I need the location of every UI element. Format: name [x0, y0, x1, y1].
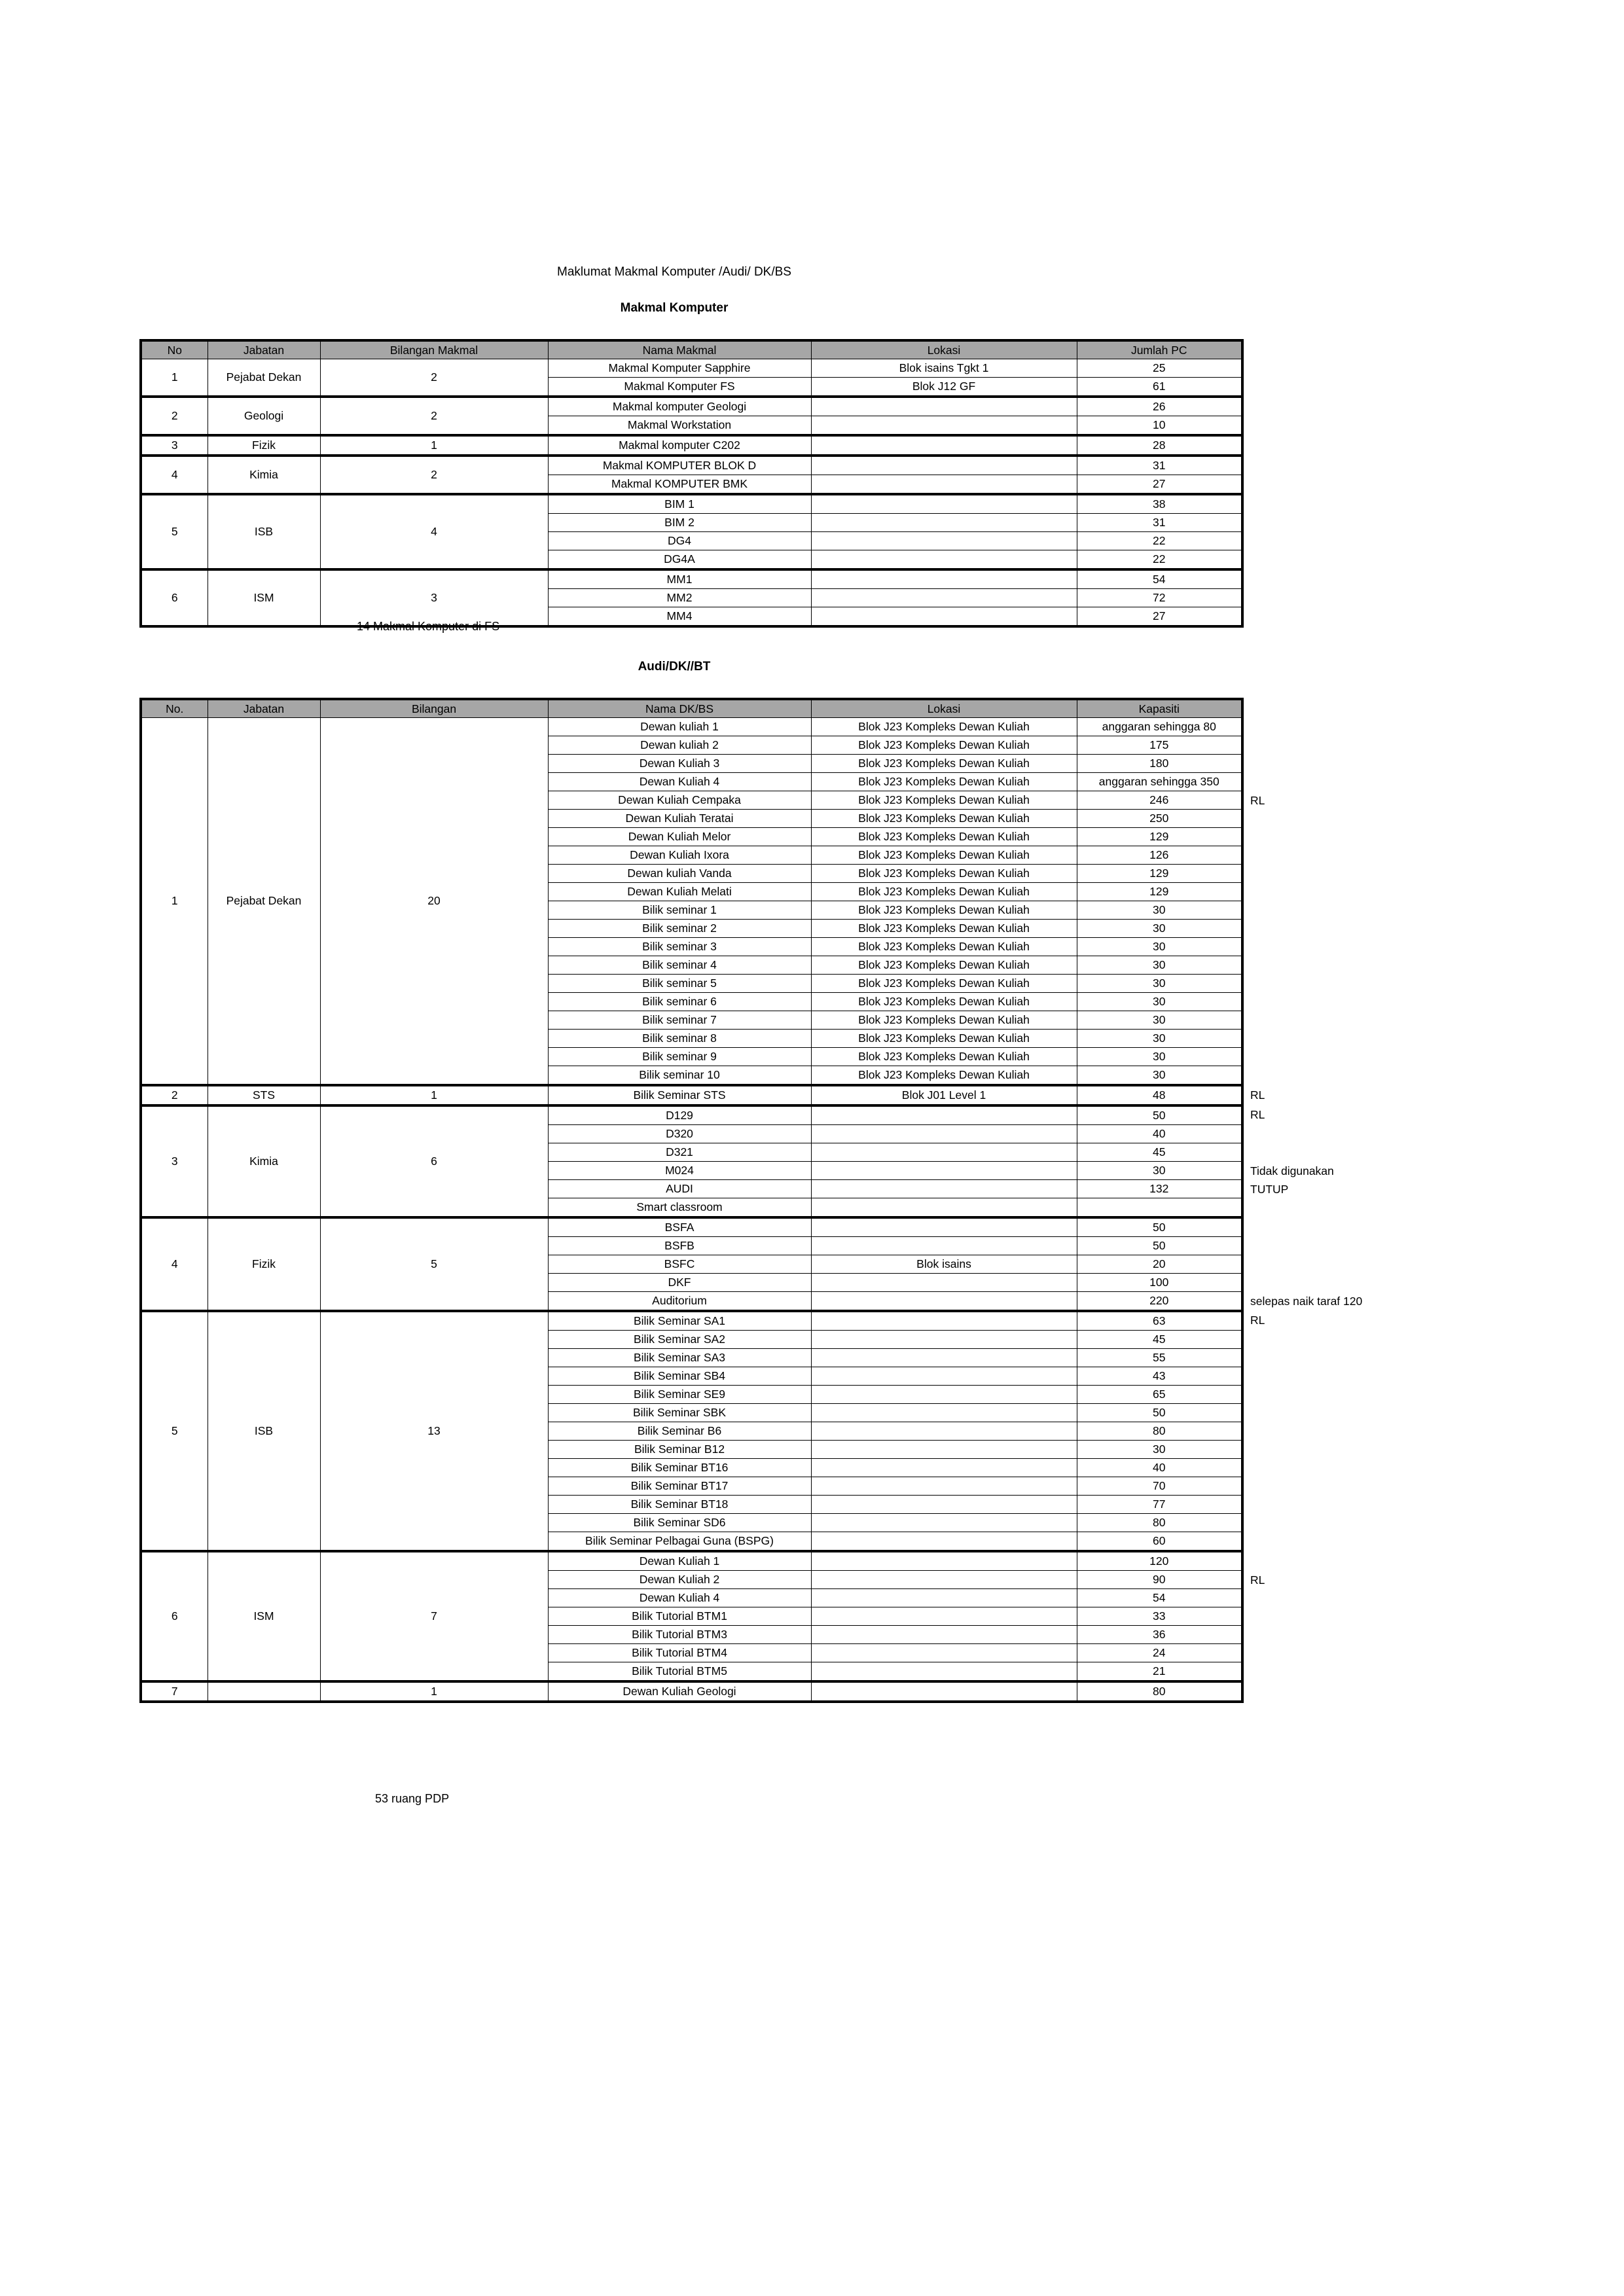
cell-no: 7	[141, 1681, 208, 1702]
cell-nilai: 30	[1077, 956, 1242, 975]
cell-lokasi: Blok J23 Kompleks Dewan Kuliah	[811, 901, 1077, 920]
cell-nama: Dewan Kuliah 1	[548, 1551, 811, 1571]
cell-no: 1	[141, 359, 208, 397]
cell-nilai: 24	[1077, 1644, 1242, 1662]
cell-nilai: 31	[1077, 514, 1242, 532]
cell-lokasi	[811, 1607, 1077, 1626]
cell-lokasi	[811, 550, 1077, 570]
cell-bilangan: 2	[320, 359, 548, 397]
cell-nama: M024	[548, 1162, 811, 1180]
cell-nama: Bilik seminar 3	[548, 938, 811, 956]
cell-nama: Bilik Seminar SA1	[548, 1311, 811, 1331]
cell-nilai: 63	[1077, 1311, 1242, 1331]
makmal-table-header	[141, 340, 1242, 359]
cell-lokasi: Blok J23 Kompleks Dewan Kuliah	[811, 993, 1077, 1011]
cell-nama: Bilik Tutorial BTM3	[548, 1626, 811, 1644]
cell-nilai: 50	[1077, 1217, 1242, 1237]
cell-lokasi: Blok J23 Kompleks Dewan Kuliah	[811, 718, 1077, 736]
row-remark: Tidak digunakan	[1250, 1164, 1334, 1177]
makmal-table	[139, 339, 1244, 628]
cell-bilangan: 13	[320, 1311, 548, 1551]
cell-lokasi	[811, 1237, 1077, 1255]
cell-jabatan	[208, 1681, 320, 1702]
cell-jabatan: Fizik	[208, 435, 320, 456]
cell-bilangan: 1	[320, 435, 548, 456]
cell-nama: D320	[548, 1125, 811, 1143]
cell-nilai: 30	[1077, 1162, 1242, 1180]
cell-lokasi	[811, 1514, 1077, 1532]
table-row	[141, 1551, 1242, 1571]
cell-nama: Dewan Kuliah 3	[548, 755, 811, 773]
cell-nilai: 175	[1077, 736, 1242, 755]
cell-lokasi: Blok J23 Kompleks Dewan Kuliah	[811, 1066, 1077, 1086]
row-remark: RL	[1250, 793, 1265, 807]
cell-nama: Bilik Tutorial BTM5	[548, 1662, 811, 1682]
cell-lokasi	[811, 1626, 1077, 1644]
table-row	[141, 569, 1242, 589]
row-remark: RL	[1250, 1088, 1265, 1102]
cell-lokasi: Blok J23 Kompleks Dewan Kuliah	[811, 1048, 1077, 1066]
cell-no: 3	[141, 1105, 208, 1217]
cell-nama: Dewan Kuliah Ixora	[548, 846, 811, 865]
cell-lokasi	[811, 1217, 1077, 1237]
cell-nama: DKF	[548, 1274, 811, 1292]
cell-lokasi	[811, 1125, 1077, 1143]
cell-nama: Dewan Kuliah 2	[548, 1571, 811, 1589]
makmal-section-title: Makmal Komputer	[620, 301, 729, 315]
row-remark: selepas naik taraf 120	[1250, 1294, 1363, 1308]
cell-jabatan: Geologi	[208, 397, 320, 435]
cell-lokasi	[811, 1180, 1077, 1198]
cell-nama: Makmal KOMPUTER BLOK D	[548, 456, 811, 475]
cell-nilai: 77	[1077, 1496, 1242, 1514]
cell-nama: DG4	[548, 532, 811, 550]
cell-nama: Bilik Seminar SA2	[548, 1331, 811, 1349]
row-remark: RL	[1250, 1108, 1265, 1121]
cell-lokasi: Blok J23 Kompleks Dewan Kuliah	[811, 975, 1077, 993]
cell-nilai: 80	[1077, 1422, 1242, 1441]
header-kapasiti: Kapasiti	[1077, 699, 1242, 718]
cell-nilai: 55	[1077, 1349, 1242, 1367]
table-row	[141, 397, 1242, 416]
cell-nama: Bilik Seminar BT18	[548, 1496, 811, 1514]
cell-nilai: 54	[1077, 1589, 1242, 1607]
row-remark: RL	[1250, 1573, 1265, 1587]
cell-nama: Bilik seminar 5	[548, 975, 811, 993]
table-row	[141, 718, 1242, 736]
cell-lokasi: Blok J23 Kompleks Dewan Kuliah	[811, 773, 1077, 791]
cell-nama: Bilik Seminar Pelbagai Guna (BSPG)	[548, 1532, 811, 1552]
cell-nilai: anggaran sehingga 80	[1077, 718, 1242, 736]
cell-bilangan: 2	[320, 397, 548, 435]
cell-nilai: 22	[1077, 550, 1242, 570]
cell-nama: Dewan Kuliah Geologi	[548, 1681, 811, 1702]
cell-bilangan: 2	[320, 456, 548, 494]
cell-jabatan: Kimia	[208, 1105, 320, 1217]
audi-section-title: Audi/DK//BT	[638, 660, 711, 673]
header-nama: Nama Makmal	[548, 340, 811, 359]
cell-nama: Bilik Seminar SA3	[548, 1349, 811, 1367]
cell-nama: Bilik Seminar B12	[548, 1441, 811, 1459]
cell-nilai: 26	[1077, 397, 1242, 416]
cell-lokasi	[811, 1105, 1077, 1125]
cell-lokasi	[811, 1441, 1077, 1459]
cell-nama: BSFC	[548, 1255, 811, 1274]
cell-nilai: 10	[1077, 416, 1242, 436]
cell-nilai: 246	[1077, 791, 1242, 810]
cell-nilai: 50	[1077, 1237, 1242, 1255]
cell-nilai: 40	[1077, 1459, 1242, 1477]
cell-lokasi	[811, 1662, 1077, 1682]
cell-jabatan: Fizik	[208, 1217, 320, 1311]
cell-nama: D129	[548, 1105, 811, 1125]
cell-nilai: 61	[1077, 378, 1242, 397]
audi-table-body	[141, 718, 1242, 1702]
header-lokasi: Lokasi	[811, 699, 1077, 718]
cell-lokasi	[811, 1644, 1077, 1662]
cell-nama: Dewan kuliah 2	[548, 736, 811, 755]
cell-no: 1	[141, 718, 208, 1086]
cell-lokasi: Blok J01 Level 1	[811, 1085, 1077, 1105]
cell-nilai: 50	[1077, 1105, 1242, 1125]
cell-lokasi	[811, 1311, 1077, 1331]
cell-no: 6	[141, 1551, 208, 1681]
cell-nilai: 126	[1077, 846, 1242, 865]
cell-lokasi: Blok J23 Kompleks Dewan Kuliah	[811, 1011, 1077, 1030]
cell-nilai: 30	[1077, 975, 1242, 993]
cell-lokasi	[811, 1367, 1077, 1386]
row-remark: RL	[1250, 1314, 1265, 1327]
cell-lokasi	[811, 1681, 1077, 1702]
cell-no: 4	[141, 1217, 208, 1311]
cell-lokasi	[811, 589, 1077, 607]
cell-nilai: 30	[1077, 1011, 1242, 1030]
cell-jabatan: Pejabat Dekan	[208, 718, 320, 1086]
cell-lokasi	[811, 1143, 1077, 1162]
cell-nama: Bilik Seminar SB4	[548, 1367, 811, 1386]
cell-nilai: 30	[1077, 1066, 1242, 1086]
cell-nilai: 100	[1077, 1274, 1242, 1292]
cell-lokasi	[811, 1198, 1077, 1218]
audi-table	[139, 698, 1244, 1703]
cell-lokasi	[811, 1589, 1077, 1607]
table-row	[141, 1681, 1242, 1702]
cell-nama: Dewan Kuliah Melor	[548, 828, 811, 846]
cell-lokasi: Blok isains	[811, 1255, 1077, 1274]
cell-lokasi	[811, 1162, 1077, 1180]
cell-nama: MM1	[548, 569, 811, 589]
cell-jabatan: ISM	[208, 569, 320, 626]
cell-nilai: 30	[1077, 1030, 1242, 1048]
header-bilangan: Bilangan Makmal	[320, 340, 548, 359]
cell-lokasi: Blok J23 Kompleks Dewan Kuliah	[811, 920, 1077, 938]
cell-nilai: 65	[1077, 1386, 1242, 1404]
cell-no: 4	[141, 456, 208, 494]
cell-nama: Bilik seminar 4	[548, 956, 811, 975]
cell-lokasi	[811, 416, 1077, 436]
cell-nilai: 220	[1077, 1292, 1242, 1312]
cell-bilangan: 1	[320, 1681, 548, 1702]
cell-nilai: 27	[1077, 475, 1242, 495]
cell-lokasi: Blok J23 Kompleks Dewan Kuliah	[811, 846, 1077, 865]
cell-jabatan: ISB	[208, 494, 320, 569]
table-row	[141, 359, 1242, 378]
cell-lokasi	[811, 1551, 1077, 1571]
table-row	[141, 494, 1242, 514]
header-nama: Nama DK/BS	[548, 699, 811, 718]
table-row	[141, 1085, 1242, 1105]
cell-lokasi	[811, 456, 1077, 475]
cell-nama: Bilik seminar 2	[548, 920, 811, 938]
cell-lokasi	[811, 607, 1077, 627]
cell-nama: Dewan Kuliah Melati	[548, 883, 811, 901]
cell-nilai: 129	[1077, 883, 1242, 901]
cell-nilai: 40	[1077, 1125, 1242, 1143]
cell-lokasi: Blok J23 Kompleks Dewan Kuliah	[811, 736, 1077, 755]
cell-nilai: 129	[1077, 828, 1242, 846]
cell-nama: BIM 2	[548, 514, 811, 532]
cell-nama: MM4	[548, 607, 811, 627]
cell-nilai: 54	[1077, 569, 1242, 589]
cell-nilai: 21	[1077, 1662, 1242, 1682]
cell-nama: Makmal komputer C202	[548, 435, 811, 456]
cell-nama: BSFB	[548, 1237, 811, 1255]
cell-nilai: 70	[1077, 1477, 1242, 1496]
cell-lokasi	[811, 1274, 1077, 1292]
cell-lokasi	[811, 1331, 1077, 1349]
cell-nama: Bilik seminar 1	[548, 901, 811, 920]
cell-lokasi	[811, 1532, 1077, 1552]
cell-nama: Makmal Workstation	[548, 416, 811, 436]
cell-nama: Bilik Tutorial BTM4	[548, 1644, 811, 1662]
cell-lokasi	[811, 1477, 1077, 1496]
cell-lokasi	[811, 1496, 1077, 1514]
cell-nama: Bilik seminar 6	[548, 993, 811, 1011]
cell-bilangan: 6	[320, 1105, 548, 1217]
cell-nama: Bilik Seminar SD6	[548, 1514, 811, 1532]
cell-bilangan: 3	[320, 569, 548, 626]
cell-nama: BSFA	[548, 1217, 811, 1237]
cell-nama: Bilik seminar 9	[548, 1048, 811, 1066]
cell-lokasi: Blok J23 Kompleks Dewan Kuliah	[811, 828, 1077, 846]
cell-lokasi: Blok J23 Kompleks Dewan Kuliah	[811, 938, 1077, 956]
header-lokasi: Lokasi	[811, 340, 1077, 359]
cell-nama: Makmal Komputer FS	[548, 378, 811, 397]
cell-nama: Makmal KOMPUTER BMK	[548, 475, 811, 495]
cell-lokasi	[811, 494, 1077, 514]
cell-nama: Bilik Tutorial BTM1	[548, 1607, 811, 1626]
cell-lokasi: Blok J23 Kompleks Dewan Kuliah	[811, 755, 1077, 773]
cell-nilai: 120	[1077, 1551, 1242, 1571]
cell-jabatan: Pejabat Dekan	[208, 359, 320, 397]
makmal-total-note: 14 Makmal Komputer di FS	[357, 620, 500, 633]
cell-lokasi: Blok J23 Kompleks Dewan Kuliah	[811, 883, 1077, 901]
cell-nilai: 50	[1077, 1404, 1242, 1422]
cell-lokasi	[811, 1292, 1077, 1312]
cell-nilai: 80	[1077, 1681, 1242, 1702]
cell-nilai	[1077, 1198, 1242, 1218]
cell-nilai: 25	[1077, 359, 1242, 378]
cell-jabatan: ISM	[208, 1551, 320, 1681]
cell-lokasi	[811, 1386, 1077, 1404]
cell-lokasi: Blok J23 Kompleks Dewan Kuliah	[811, 1030, 1077, 1048]
makmal-table-body	[141, 359, 1242, 627]
cell-nilai: 72	[1077, 589, 1242, 607]
cell-nilai: 80	[1077, 1514, 1242, 1532]
cell-bilangan: 4	[320, 494, 548, 569]
cell-nilai: 22	[1077, 532, 1242, 550]
cell-lokasi	[811, 397, 1077, 416]
cell-lokasi	[811, 1349, 1077, 1367]
cell-nama: Bilik Seminar BT16	[548, 1459, 811, 1477]
row-remark: TUTUP	[1250, 1182, 1289, 1196]
header-no: No.	[141, 699, 208, 718]
cell-nilai: 33	[1077, 1607, 1242, 1626]
cell-lokasi	[811, 1404, 1077, 1422]
cell-nama: Bilik Seminar STS	[548, 1085, 811, 1105]
cell-nilai: 129	[1077, 865, 1242, 883]
cell-bilangan: 20	[320, 718, 548, 1086]
cell-jabatan: ISB	[208, 1311, 320, 1551]
cell-nama: Bilik Seminar SBK	[548, 1404, 811, 1422]
cell-lokasi: Blok J23 Kompleks Dewan Kuliah	[811, 791, 1077, 810]
audi-total-note: 53 ruang PDP	[375, 1792, 450, 1805]
cell-nilai: 38	[1077, 494, 1242, 514]
cell-nama: Bilik Seminar SE9	[548, 1386, 811, 1404]
audi-table-header	[141, 699, 1242, 718]
cell-lokasi: Blok J23 Kompleks Dewan Kuliah	[811, 810, 1077, 828]
cell-nilai: 45	[1077, 1143, 1242, 1162]
cell-lokasi	[811, 569, 1077, 589]
cell-nilai: 45	[1077, 1331, 1242, 1349]
cell-nilai: 30	[1077, 1048, 1242, 1066]
table-row	[141, 1311, 1242, 1331]
cell-nama: Bilik seminar 7	[548, 1011, 811, 1030]
cell-nama: Dewan Kuliah 4	[548, 1589, 811, 1607]
cell-nama: Dewan Kuliah 4	[548, 773, 811, 791]
cell-lokasi	[811, 1422, 1077, 1441]
cell-nama: MM2	[548, 589, 811, 607]
cell-nilai: anggaran sehingga 350	[1077, 773, 1242, 791]
cell-nama: Auditorium	[548, 1292, 811, 1312]
header-jabatan: Jabatan	[208, 340, 320, 359]
table-row	[141, 1217, 1242, 1237]
cell-lokasi	[811, 475, 1077, 495]
cell-nama: Smart classroom	[548, 1198, 811, 1218]
cell-nama: Dewan kuliah 1	[548, 718, 811, 736]
cell-lokasi	[811, 1571, 1077, 1589]
cell-nama: Bilik Seminar B6	[548, 1422, 811, 1441]
header-no: No	[141, 340, 208, 359]
cell-nama: D321	[548, 1143, 811, 1162]
cell-nilai: 30	[1077, 1441, 1242, 1459]
cell-nilai: 132	[1077, 1180, 1242, 1198]
cell-nama: AUDI	[548, 1180, 811, 1198]
cell-nilai: 20	[1077, 1255, 1242, 1274]
cell-no: 5	[141, 1311, 208, 1551]
cell-lokasi	[811, 1459, 1077, 1477]
cell-nilai: 30	[1077, 901, 1242, 920]
cell-nama: BIM 1	[548, 494, 811, 514]
cell-nama: Makmal komputer Geologi	[548, 397, 811, 416]
cell-jabatan: Kimia	[208, 456, 320, 494]
cell-nama: Dewan Kuliah Teratai	[548, 810, 811, 828]
cell-lokasi: Blok isains Tgkt 1	[811, 359, 1077, 378]
cell-no: 3	[141, 435, 208, 456]
cell-nama: Bilik Seminar BT17	[548, 1477, 811, 1496]
cell-nilai: 31	[1077, 456, 1242, 475]
cell-nilai: 250	[1077, 810, 1242, 828]
cell-bilangan: 7	[320, 1551, 548, 1681]
cell-nama: Dewan Kuliah Cempaka	[548, 791, 811, 810]
cell-nilai: 30	[1077, 993, 1242, 1011]
cell-nama: DG4A	[548, 550, 811, 570]
table-row	[141, 435, 1242, 456]
cell-nilai: 180	[1077, 755, 1242, 773]
table-row	[141, 456, 1242, 475]
cell-lokasi: Blok J12 GF	[811, 378, 1077, 397]
cell-nilai: 28	[1077, 435, 1242, 456]
cell-nilai: 48	[1077, 1085, 1242, 1105]
cell-nilai: 30	[1077, 920, 1242, 938]
cell-lokasi	[811, 435, 1077, 456]
cell-lokasi	[811, 532, 1077, 550]
cell-lokasi: Blok J23 Kompleks Dewan Kuliah	[811, 956, 1077, 975]
header-bilangan: Bilangan	[320, 699, 548, 718]
cell-no: 2	[141, 397, 208, 435]
cell-nama: Bilik seminar 10	[548, 1066, 811, 1086]
cell-nilai: 60	[1077, 1532, 1242, 1552]
cell-no: 2	[141, 1085, 208, 1105]
cell-nilai: 27	[1077, 607, 1242, 627]
cell-no: 5	[141, 494, 208, 569]
cell-lokasi	[811, 514, 1077, 532]
cell-nilai: 43	[1077, 1367, 1242, 1386]
cell-no: 6	[141, 569, 208, 626]
cell-nama: Dewan kuliah Vanda	[548, 865, 811, 883]
cell-nilai: 36	[1077, 1626, 1242, 1644]
header-jumlah-pc: Jumlah PC	[1077, 340, 1242, 359]
cell-nilai: 30	[1077, 938, 1242, 956]
table-row	[141, 1105, 1242, 1125]
cell-nilai: 90	[1077, 1571, 1242, 1589]
cell-lokasi: Blok J23 Kompleks Dewan Kuliah	[811, 865, 1077, 883]
cell-nama: Bilik seminar 8	[548, 1030, 811, 1048]
cell-bilangan: 5	[320, 1217, 548, 1311]
cell-bilangan: 1	[320, 1085, 548, 1105]
header-jabatan: Jabatan	[208, 699, 320, 718]
cell-nama: Makmal Komputer Sapphire	[548, 359, 811, 378]
page-title: Maklumat Makmal Komputer /Audi/ DK/BS	[557, 265, 791, 279]
cell-jabatan: STS	[208, 1085, 320, 1105]
